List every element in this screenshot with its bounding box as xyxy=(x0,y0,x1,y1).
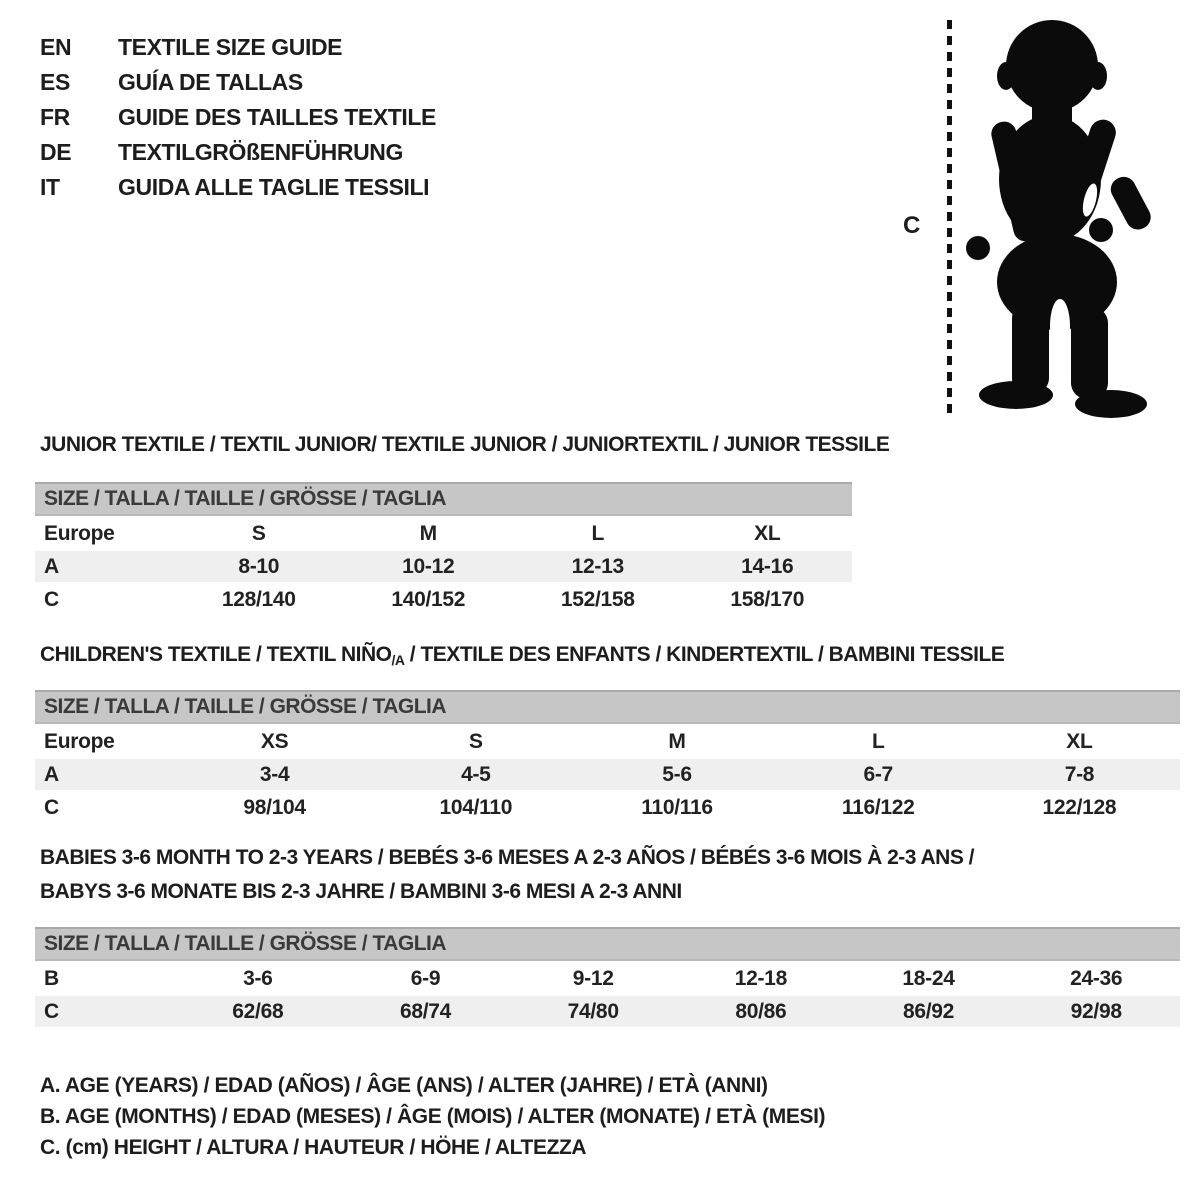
table-cell: 9-12 xyxy=(572,967,614,990)
table-cell: L xyxy=(871,730,885,753)
row-label: A xyxy=(44,763,59,786)
language-row xyxy=(40,65,436,100)
children-size-table xyxy=(35,690,1180,823)
section-title-subscript: /A xyxy=(391,652,405,668)
language-code: FR xyxy=(40,104,70,130)
table-cell: 68/74 xyxy=(399,1000,452,1023)
table-cell: 62/68 xyxy=(232,1000,284,1023)
language-code: DE xyxy=(40,139,72,165)
table-cell: 18-24 xyxy=(902,967,955,990)
row-label: Europe xyxy=(44,522,115,545)
table-cell: 12-13 xyxy=(571,555,624,578)
table-cell: 158/170 xyxy=(730,588,805,611)
table-cell: 140/152 xyxy=(391,588,466,611)
language-row xyxy=(40,30,436,65)
section-title-text: CHILDREN'S TEXTILE / TEXTIL NIÑO xyxy=(40,643,392,666)
section-title-babies-line1: BABIES 3-6 MONTH TO 2-3 YEARS / BEBÉS 3-6 MESES A 2-3 AÑOS / BÉBÉS 3-6 MOIS À 2-3 ANS / xyxy=(40,846,975,869)
table-row xyxy=(35,551,852,582)
legend-age-months: B. AGE (MONTHS) / EDAD (MESES) / ÂGE (MOIS) / ALTER (MONATE) / ETÀ (MESI) xyxy=(40,1105,826,1128)
babies-size-table xyxy=(35,927,1180,1027)
row-label: A xyxy=(44,555,59,578)
table-cell: XL xyxy=(1066,730,1093,753)
table-cell: S xyxy=(251,522,266,545)
table-cell: 7-8 xyxy=(1064,763,1095,786)
table-cell: XS xyxy=(260,730,289,753)
size-header-bar: SIZE / TALLA / TAILLE / GRÖSSE / TAGLIA xyxy=(35,927,1180,961)
language-title: GUIDE DES TAILLES TEXTILE xyxy=(118,104,436,130)
height-measure-line xyxy=(947,20,952,416)
language-code: IT xyxy=(40,174,60,200)
table-cell: 5-6 xyxy=(662,763,692,786)
table-cell: 10-12 xyxy=(402,555,455,578)
table-cell: XL xyxy=(754,522,781,545)
language-row xyxy=(40,135,436,170)
section-title-junior: JUNIOR TEXTILE / TEXTIL JUNIOR/ TEXTILE JUNIOR / JUNIORTEXTIL / JUNIOR TESSILE xyxy=(40,433,890,456)
toddler-silhouette-icon xyxy=(960,14,1152,420)
language-code: EN xyxy=(40,34,72,60)
section-title-text: / TEXTILE DES ENFANTS / KINDERTEXTIL / BAMBINI TESSILE xyxy=(404,643,1005,666)
table-cell: M xyxy=(419,522,437,545)
table-row xyxy=(35,963,1180,994)
table-cell: 3-4 xyxy=(259,763,290,786)
language-code: ES xyxy=(40,69,70,95)
table-cell: 122/128 xyxy=(1042,796,1117,819)
table-cell: 128/140 xyxy=(221,588,296,611)
row-label: C xyxy=(44,1000,59,1023)
table-cell: 12-18 xyxy=(734,967,787,990)
table-row xyxy=(35,996,1180,1027)
table-cell: 6-7 xyxy=(863,763,893,786)
language-title: GUIDA ALLE TAGLIE TESSILI xyxy=(118,174,430,200)
table-cell: S xyxy=(468,730,483,753)
language-row xyxy=(40,100,436,135)
table-row xyxy=(35,759,1180,790)
table-cell: 110/116 xyxy=(641,796,713,819)
language-title-block xyxy=(40,30,436,205)
table-cell: M xyxy=(668,730,686,753)
legend-age-years: A. AGE (YEARS) / EDAD (AÑOS) / ÂGE (ANS) / ALTER (JAHRE) / ETÀ (ANNI) xyxy=(40,1074,768,1097)
size-header-bar: SIZE / TALLA / TAILLE / GRÖSSE / TAGLIA xyxy=(35,482,852,516)
table-cell: 98/104 xyxy=(243,796,306,819)
table-cell: 116/122 xyxy=(841,796,915,819)
language-title: TEXTILE SIZE GUIDE xyxy=(118,34,343,60)
table-row xyxy=(35,792,1180,823)
table-cell: 74/80 xyxy=(567,1000,619,1023)
table-cell: 8-10 xyxy=(238,555,280,578)
table-row xyxy=(35,518,852,549)
table-cell: 152/158 xyxy=(560,588,635,611)
height-measure-label: C xyxy=(903,212,921,239)
table-cell: 6-9 xyxy=(410,967,441,990)
row-label: Europe xyxy=(44,730,115,753)
table-cell: 24-36 xyxy=(1070,967,1123,990)
table-cell: 104/110 xyxy=(439,796,513,819)
size-header-bar: SIZE / TALLA / TAILLE / GRÖSSE / TAGLIA xyxy=(35,690,1180,724)
table-row xyxy=(35,726,1180,757)
row-label: C xyxy=(44,796,59,819)
row-label: C xyxy=(44,588,59,611)
table-cell: 3-6 xyxy=(243,967,273,990)
section-title-babies-line2: BABYS 3-6 MONATE BIS 2-3 JAHRE / BAMBINI 3-6 MESI A 2-3 ANNI xyxy=(40,880,682,903)
table-cell: 80/86 xyxy=(735,1000,787,1023)
language-title: GUÍA DE TALLAS xyxy=(118,69,303,95)
row-label: B xyxy=(44,967,59,990)
table-cell: 92/98 xyxy=(1070,1000,1122,1023)
table-cell: 86/92 xyxy=(902,1000,955,1023)
junior-size-table xyxy=(35,482,852,615)
table-cell: 14-16 xyxy=(741,555,794,578)
language-row xyxy=(40,170,436,205)
table-cell: L xyxy=(591,522,605,545)
table-cell: 4-5 xyxy=(461,763,491,786)
table-row xyxy=(35,584,852,615)
section-title-children xyxy=(40,643,1004,668)
language-title: TEXTILGRÖßENFÜHRUNG xyxy=(118,139,403,165)
legend-height-cm: C. (cm) HEIGHT / ALTURA / HAUTEUR / HÖHE / ALTEZZA xyxy=(40,1136,587,1159)
